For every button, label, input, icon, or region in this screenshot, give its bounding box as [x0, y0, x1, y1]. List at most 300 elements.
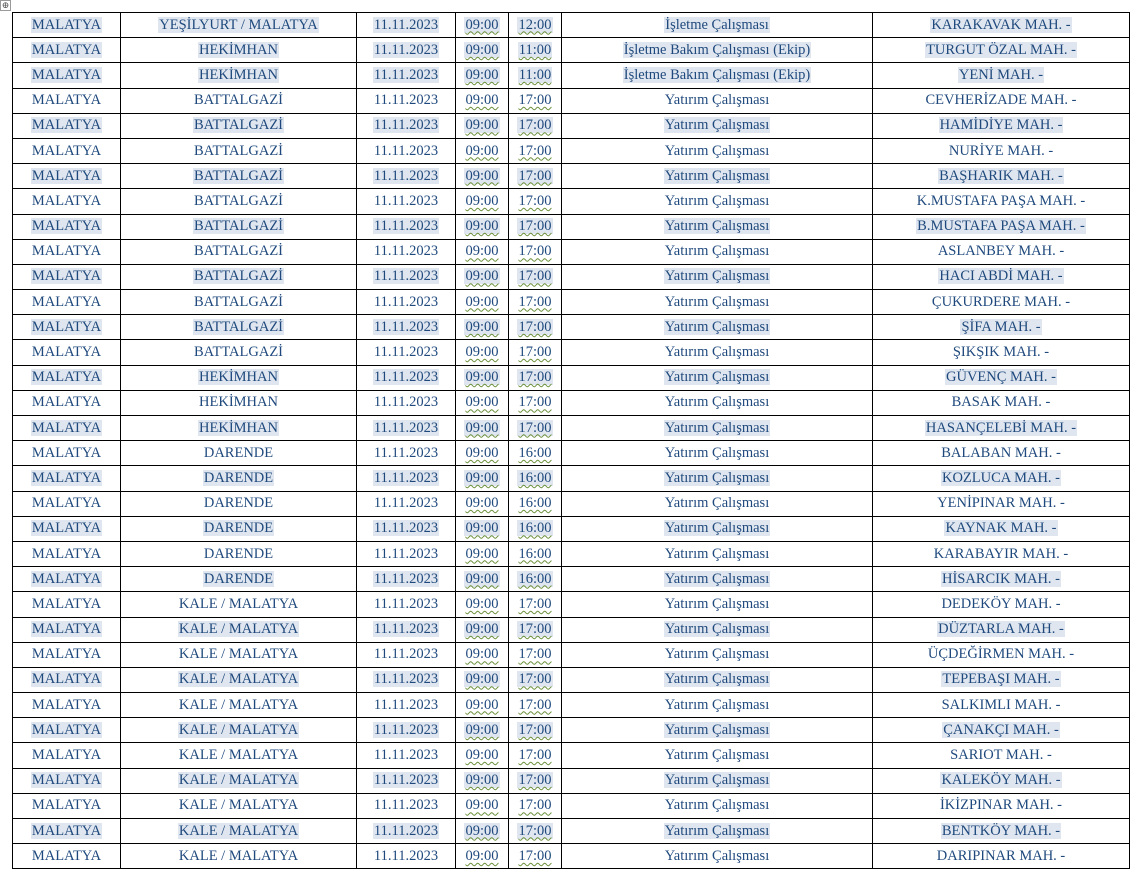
table-row [13, 693, 1130, 718]
table-row [13, 264, 1130, 289]
cell-neighborhood[interactable] [873, 340, 1130, 365]
cell-date[interactable] [357, 113, 456, 138]
cell-start-time[interactable] [456, 667, 509, 692]
cell-reason[interactable] [562, 365, 873, 390]
cell-neighborhood[interactable] [873, 541, 1130, 566]
cell-province[interactable] [13, 441, 121, 466]
cell-start-time[interactable] [456, 214, 509, 239]
cell-neighborhood-text: SALKIMLI MAH. - [941, 696, 1061, 713]
cell-start-time[interactable] [456, 441, 509, 466]
table-row [13, 491, 1130, 516]
cell-district[interactable] [121, 642, 357, 667]
cell-district[interactable] [121, 491, 357, 516]
cell-start-time[interactable] [456, 13, 509, 38]
cell-province-text: MALATYA [31, 747, 102, 764]
cell-start-time[interactable] [456, 592, 509, 617]
cell-district[interactable] [121, 718, 357, 743]
table-row [13, 290, 1130, 315]
cell-end-time[interactable] [509, 164, 562, 189]
cell-date-text: 11.11.2023 [373, 293, 439, 310]
cell-reason[interactable] [562, 189, 873, 214]
cell-province[interactable] [13, 541, 121, 566]
cell-start-time[interactable] [456, 63, 509, 88]
cell-district[interactable] [121, 390, 357, 415]
cell-date[interactable] [357, 541, 456, 566]
cell-province[interactable] [13, 390, 121, 415]
cell-district[interactable] [121, 693, 357, 718]
cell-district-text: KALE / MALATYA [178, 621, 299, 638]
cell-neighborhood[interactable] [873, 88, 1130, 113]
cell-district[interactable] [121, 793, 357, 818]
cell-end-time[interactable] [509, 592, 562, 617]
cell-province[interactable] [13, 844, 121, 869]
cell-start-time[interactable] [456, 315, 509, 340]
cell-end-time[interactable] [509, 693, 562, 718]
cell-neighborhood[interactable] [873, 516, 1130, 541]
cell-neighborhood[interactable] [873, 768, 1130, 793]
cell-date[interactable] [357, 617, 456, 642]
cell-district[interactable] [121, 164, 357, 189]
cell-district[interactable] [121, 743, 357, 768]
cell-neighborhood[interactable] [873, 239, 1130, 264]
cell-date[interactable] [357, 290, 456, 315]
cell-province[interactable] [13, 768, 121, 793]
cell-district[interactable] [121, 290, 357, 315]
cell-reason-text: Yatırım Çalışması [664, 469, 770, 486]
cell-province[interactable] [13, 214, 121, 239]
cell-district[interactable] [121, 239, 357, 264]
cell-province-text: MALATYA [31, 646, 102, 663]
cell-reason[interactable] [562, 138, 873, 163]
cell-province[interactable] [13, 819, 121, 844]
cell-neighborhood[interactable] [873, 13, 1130, 38]
cell-reason[interactable] [562, 693, 873, 718]
cell-province[interactable] [13, 642, 121, 667]
cell-district-text: KALE / MALATYA [178, 595, 299, 612]
cell-province[interactable] [13, 239, 121, 264]
cell-date[interactable] [357, 390, 456, 415]
cell-district-text: BATTALGAZİ [193, 117, 284, 134]
cell-reason[interactable] [562, 38, 873, 63]
cell-end-time[interactable] [509, 264, 562, 289]
cell-province[interactable] [13, 416, 121, 441]
cell-date[interactable] [357, 340, 456, 365]
cell-province[interactable] [13, 315, 121, 340]
cell-district[interactable] [121, 567, 357, 592]
cell-start-time[interactable] [456, 365, 509, 390]
cell-date[interactable] [357, 567, 456, 592]
cell-reason[interactable] [562, 290, 873, 315]
cell-province[interactable] [13, 164, 121, 189]
cell-district[interactable] [121, 416, 357, 441]
cell-date[interactable] [357, 416, 456, 441]
cell-district-text: KALE / MALATYA [178, 646, 299, 663]
cell-district[interactable] [121, 138, 357, 163]
cell-end-time[interactable] [509, 491, 562, 516]
cell-neighborhood[interactable] [873, 819, 1130, 844]
cell-reason[interactable] [562, 541, 873, 566]
cell-reason[interactable] [562, 416, 873, 441]
cell-district-text: KALE / MALATYA [178, 671, 299, 688]
cell-start-time[interactable] [456, 642, 509, 667]
cell-neighborhood[interactable] [873, 793, 1130, 818]
cell-province-text: MALATYA [31, 721, 102, 738]
cell-neighborhood-text: YENİPINAR MAH. - [937, 495, 1065, 512]
cell-end-time-text: 16:00 [518, 469, 552, 486]
cell-reason[interactable] [562, 617, 873, 642]
cell-start-time[interactable] [456, 617, 509, 642]
cell-end-time[interactable] [509, 88, 562, 113]
cell-reason[interactable] [562, 441, 873, 466]
cell-district-text: BATTALGAZİ [193, 293, 284, 310]
cell-end-time[interactable] [509, 819, 562, 844]
cell-date[interactable] [357, 693, 456, 718]
cell-district[interactable] [121, 592, 357, 617]
cell-district[interactable] [121, 516, 357, 541]
cell-start-time[interactable] [456, 768, 509, 793]
cell-reason[interactable] [562, 63, 873, 88]
cell-neighborhood-text: BENTKÖY MAH. - [941, 822, 1061, 839]
cell-reason-text: Yatırım Çalışması [664, 344, 770, 361]
cell-neighborhood[interactable] [873, 743, 1130, 768]
cell-start-time[interactable] [456, 340, 509, 365]
cell-reason[interactable] [562, 567, 873, 592]
cell-date[interactable] [357, 592, 456, 617]
cell-neighborhood[interactable] [873, 63, 1130, 88]
cell-reason[interactable] [562, 239, 873, 264]
cell-province[interactable] [13, 13, 121, 38]
cell-district[interactable] [121, 667, 357, 692]
cell-neighborhood[interactable] [873, 466, 1130, 491]
cell-date[interactable] [357, 13, 456, 38]
cell-reason[interactable] [562, 315, 873, 340]
cell-start-time[interactable] [456, 38, 509, 63]
cell-neighborhood[interactable] [873, 416, 1130, 441]
cell-neighborhood[interactable] [873, 38, 1130, 63]
cell-province-text: MALATYA [31, 243, 102, 260]
cell-date[interactable] [357, 516, 456, 541]
table-row [13, 541, 1130, 566]
cell-date[interactable] [357, 793, 456, 818]
cell-start-time[interactable] [456, 164, 509, 189]
cell-district[interactable] [121, 541, 357, 566]
cell-date[interactable] [357, 264, 456, 289]
cell-province-text: MALATYA [31, 218, 102, 235]
cell-end-time[interactable] [509, 416, 562, 441]
cell-end-time[interactable] [509, 13, 562, 38]
cell-end-time-text: 17:00 [518, 92, 552, 109]
cell-start-time-text: 09:00 [465, 621, 499, 638]
cell-district[interactable] [121, 189, 357, 214]
cell-reason[interactable] [562, 819, 873, 844]
cell-end-time-text: 17:00 [518, 595, 552, 612]
cell-neighborhood[interactable] [873, 264, 1130, 289]
cell-neighborhood[interactable] [873, 844, 1130, 869]
cell-start-time[interactable] [456, 693, 509, 718]
cell-end-time-text: 17:00 [518, 167, 552, 184]
cell-date-text: 11.11.2023 [373, 344, 439, 361]
cell-date[interactable] [357, 365, 456, 390]
cell-province[interactable] [13, 667, 121, 692]
cell-neighborhood[interactable] [873, 138, 1130, 163]
table-row [13, 189, 1130, 214]
cell-end-time-text: 17:00 [518, 394, 552, 411]
cell-district[interactable] [121, 617, 357, 642]
cell-end-time[interactable] [509, 63, 562, 88]
cell-province[interactable] [13, 365, 121, 390]
cell-end-time[interactable] [509, 466, 562, 491]
cell-province[interactable] [13, 340, 121, 365]
cell-start-time[interactable] [456, 290, 509, 315]
cell-province[interactable] [13, 793, 121, 818]
cell-neighborhood[interactable] [873, 290, 1130, 315]
cell-reason[interactable] [562, 491, 873, 516]
cell-date[interactable] [357, 315, 456, 340]
cell-neighborhood[interactable] [873, 113, 1130, 138]
cell-province-text: MALATYA [31, 847, 102, 864]
cell-reason[interactable] [562, 466, 873, 491]
cell-start-time[interactable] [456, 793, 509, 818]
cell-end-time[interactable] [509, 290, 562, 315]
cell-start-time[interactable] [456, 516, 509, 541]
cell-reason-text: Yatırım Çalışması [664, 646, 770, 663]
cell-district[interactable] [121, 844, 357, 869]
cell-neighborhood[interactable] [873, 390, 1130, 415]
cell-province[interactable] [13, 491, 121, 516]
cell-end-time[interactable] [509, 340, 562, 365]
cell-end-time[interactable] [509, 793, 562, 818]
cell-date[interactable] [357, 466, 456, 491]
cell-date[interactable] [357, 491, 456, 516]
cell-start-time-text: 09:00 [465, 747, 499, 764]
cell-province[interactable] [13, 516, 121, 541]
cell-end-time[interactable] [509, 441, 562, 466]
cell-neighborhood[interactable] [873, 315, 1130, 340]
cell-end-time[interactable] [509, 315, 562, 340]
cell-date[interactable] [357, 138, 456, 163]
cell-start-time[interactable] [456, 113, 509, 138]
cell-reason[interactable] [562, 718, 873, 743]
table-row [13, 667, 1130, 692]
cell-reason[interactable] [562, 642, 873, 667]
table-row [13, 38, 1130, 63]
cell-district[interactable] [121, 264, 357, 289]
cell-reason[interactable] [562, 592, 873, 617]
cell-district[interactable] [121, 441, 357, 466]
table-move-handle-icon[interactable]: ⊕ [1, 0, 10, 10]
cell-province-text: MALATYA [31, 595, 102, 612]
cell-province[interactable] [13, 38, 121, 63]
cell-end-time[interactable] [509, 113, 562, 138]
cell-province[interactable] [13, 63, 121, 88]
cell-district[interactable] [121, 88, 357, 113]
cell-start-time[interactable] [456, 88, 509, 113]
cell-reason[interactable] [562, 390, 873, 415]
cell-province[interactable] [13, 617, 121, 642]
cell-neighborhood[interactable] [873, 214, 1130, 239]
cell-province[interactable] [13, 290, 121, 315]
cell-date-text: 11.11.2023 [373, 268, 439, 285]
cell-district[interactable] [121, 113, 357, 138]
cell-reason[interactable] [562, 214, 873, 239]
cell-start-time[interactable] [456, 239, 509, 264]
cell-start-time[interactable] [456, 189, 509, 214]
cell-end-time[interactable] [509, 743, 562, 768]
cell-neighborhood[interactable] [873, 441, 1130, 466]
cell-district[interactable] [121, 63, 357, 88]
cell-date[interactable] [357, 718, 456, 743]
cell-neighborhood[interactable] [873, 693, 1130, 718]
cell-date[interactable] [357, 819, 456, 844]
cell-end-time[interactable] [509, 516, 562, 541]
cell-end-time[interactable] [509, 214, 562, 239]
cell-district-text: KALE / MALATYA [178, 797, 299, 814]
cell-date[interactable] [357, 63, 456, 88]
table-row [13, 441, 1130, 466]
cell-date-text: 11.11.2023 [373, 92, 439, 109]
cell-date[interactable] [357, 239, 456, 264]
cell-date-text: 11.11.2023 [373, 520, 439, 537]
cell-reason[interactable] [562, 264, 873, 289]
cell-date[interactable] [357, 38, 456, 63]
cell-province-text: MALATYA [31, 822, 102, 839]
cell-neighborhood-text: ASLANBEY MAH. - [937, 243, 1065, 260]
cell-date[interactable] [357, 768, 456, 793]
cell-end-time[interactable] [509, 239, 562, 264]
table-row [13, 416, 1130, 441]
cell-district[interactable] [121, 214, 357, 239]
cell-province[interactable] [13, 138, 121, 163]
cell-date[interactable] [357, 642, 456, 667]
cell-neighborhood[interactable] [873, 567, 1130, 592]
cell-district[interactable] [121, 466, 357, 491]
cell-start-time[interactable] [456, 416, 509, 441]
cell-end-time[interactable] [509, 138, 562, 163]
cell-reason[interactable] [562, 516, 873, 541]
cell-neighborhood[interactable] [873, 365, 1130, 390]
cell-reason-text: İşletme Çalışması [665, 16, 769, 33]
cell-neighborhood[interactable] [873, 592, 1130, 617]
cell-province[interactable] [13, 743, 121, 768]
cell-date[interactable] [357, 88, 456, 113]
cell-date-text: 11.11.2023 [373, 444, 439, 461]
cell-start-time-text: 09:00 [465, 293, 499, 310]
cell-reason[interactable] [562, 667, 873, 692]
cell-end-time[interactable] [509, 567, 562, 592]
cell-reason[interactable] [562, 113, 873, 138]
cell-start-time[interactable] [456, 138, 509, 163]
cell-neighborhood[interactable] [873, 617, 1130, 642]
cell-start-time[interactable] [456, 567, 509, 592]
table-row [13, 768, 1130, 793]
cell-end-time[interactable] [509, 844, 562, 869]
cell-date[interactable] [357, 441, 456, 466]
cell-province-text: MALATYA [31, 419, 102, 436]
cell-neighborhood-text: DÜZTARLA MAH. - [938, 621, 1064, 638]
cell-start-time-text: 09:00 [465, 570, 499, 587]
cell-reason[interactable] [562, 13, 873, 38]
cell-province[interactable] [13, 693, 121, 718]
cell-start-time[interactable] [456, 466, 509, 491]
cell-end-time[interactable] [509, 189, 562, 214]
cell-reason[interactable] [562, 340, 873, 365]
cell-neighborhood-text: ÜÇDEĞİRMEN MAH. - [927, 646, 1075, 663]
cell-reason[interactable] [562, 768, 873, 793]
cell-end-time[interactable] [509, 38, 562, 63]
cell-district[interactable] [121, 768, 357, 793]
cell-neighborhood[interactable] [873, 164, 1130, 189]
cell-neighborhood[interactable] [873, 491, 1130, 516]
cell-date-text: 11.11.2023 [373, 243, 439, 260]
cell-reason[interactable] [562, 164, 873, 189]
cell-reason[interactable] [562, 793, 873, 818]
cell-end-time[interactable] [509, 541, 562, 566]
cell-start-time[interactable] [456, 390, 509, 415]
cell-start-time[interactable] [456, 844, 509, 869]
cell-date[interactable] [357, 844, 456, 869]
cell-start-time[interactable] [456, 541, 509, 566]
cell-neighborhood[interactable] [873, 642, 1130, 667]
cell-end-time[interactable] [509, 390, 562, 415]
cell-start-time[interactable] [456, 743, 509, 768]
cell-start-time[interactable] [456, 819, 509, 844]
cell-date-text: 11.11.2023 [373, 570, 439, 587]
cell-province[interactable] [13, 189, 121, 214]
cell-date[interactable] [357, 164, 456, 189]
cell-end-time[interactable] [509, 667, 562, 692]
cell-district[interactable] [121, 315, 357, 340]
cell-neighborhood-text: DARIPINAR MAH. - [936, 847, 1066, 864]
cell-district[interactable] [121, 819, 357, 844]
cell-neighborhood[interactable] [873, 667, 1130, 692]
cell-province[interactable] [13, 264, 121, 289]
cell-start-time-text: 09:00 [465, 520, 499, 537]
cell-start-time[interactable] [456, 491, 509, 516]
cell-end-time[interactable] [509, 768, 562, 793]
cell-neighborhood[interactable] [873, 718, 1130, 743]
cell-date[interactable] [357, 189, 456, 214]
cell-reason[interactable] [562, 88, 873, 113]
cell-date[interactable] [357, 743, 456, 768]
table-row [13, 365, 1130, 390]
cell-date[interactable] [357, 667, 456, 692]
cell-district[interactable] [121, 38, 357, 63]
cell-end-time[interactable] [509, 365, 562, 390]
cell-reason-text: Yatırım Çalışması [664, 721, 770, 738]
cell-neighborhood[interactable] [873, 189, 1130, 214]
table-row [13, 88, 1130, 113]
cell-province[interactable] [13, 113, 121, 138]
cell-province[interactable] [13, 88, 121, 113]
cell-date-text: 11.11.2023 [373, 822, 439, 839]
cell-end-time[interactable] [509, 617, 562, 642]
cell-province[interactable] [13, 567, 121, 592]
cell-end-time[interactable] [509, 642, 562, 667]
cell-neighborhood-text: BALABAN MAH. - [941, 444, 1061, 461]
cell-province[interactable] [13, 466, 121, 491]
cell-start-time[interactable] [456, 264, 509, 289]
cell-reason[interactable] [562, 743, 873, 768]
cell-province[interactable] [13, 592, 121, 617]
cell-start-time[interactable] [456, 718, 509, 743]
cell-end-time[interactable] [509, 718, 562, 743]
cell-district[interactable] [121, 13, 357, 38]
cell-district[interactable] [121, 365, 357, 390]
cell-district[interactable] [121, 340, 357, 365]
cell-province[interactable] [13, 718, 121, 743]
cell-date[interactable] [357, 214, 456, 239]
cell-reason[interactable] [562, 844, 873, 869]
